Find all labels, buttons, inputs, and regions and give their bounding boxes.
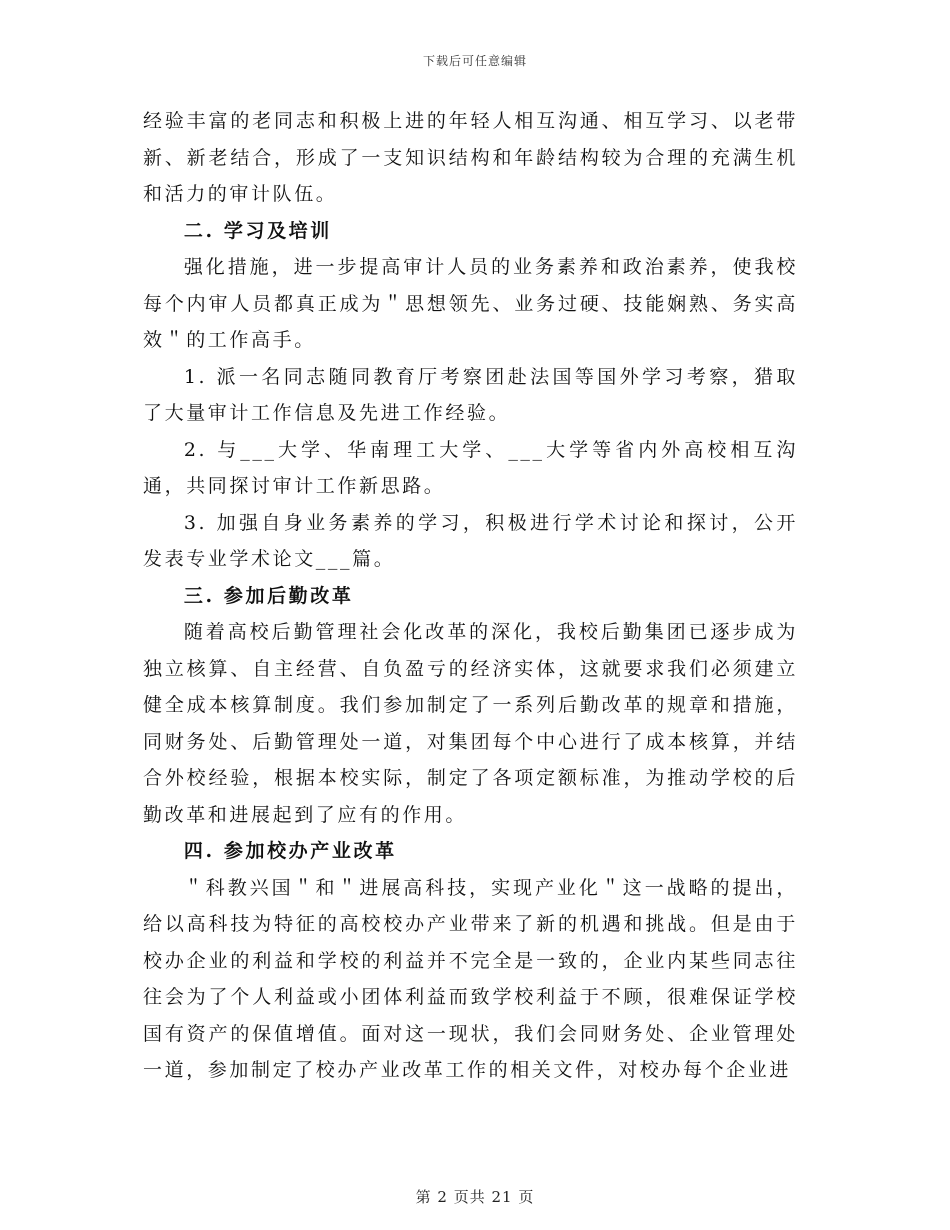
section-heading-logistics-reform: 三. 参加后勤改革 [183, 584, 354, 607]
paragraph-audit-team: 经验丰富的老同志和积极上进的年轻人相互沟通、相互学习、以老带新、新老结合，形成了一支知识结构和年龄结构较为合理的充满生机和活力的审计队伍。 [143, 110, 798, 205]
section-heading-industry-reform: 四. 参加校办产业改革 [183, 840, 397, 862]
document-body [143, 103, 798, 1089]
paragraph-training-item-2: 2. 与___大学、华南理工大学、___大学等省内外高校相互沟通，共同探讨审计工作新思路。 [143, 438, 798, 497]
paragraph-logistics-reform: 随着高校后勤管理社会化改革的深化，我校后勤集团已逐步成为独立核算、自主经营、自负盈亏的经济实体，这就要求我们必须建立健全成本核算制度。我们参加制定了一系列后勤改革的规章和措施，同财务处、后勤管理处一道，对集团每个中心进行了成本核算，并结合外校经验，根据本校实际，制定了各项定额标准，为推动学校的后勤改革和进展起到了应有的作用。 [143, 621, 798, 826]
paragraph-industry-reform: ＂科教兴国＂和＂进展高科技，实现产业化＂这一战略的提出，给以高科技为特征的高校校办产业带来了新的机遇和挑战。但是由于校办企业的利益和学校的利益并不完全是一致的，企业内某些同志往往会为了个人利益或小团体利益而致学校利益于不顾，很难保证学校国有资产的保值增值。面对这一现状，我们会同财务处、企业管理处一道，参加制定了校办产业改革工作的相关文件，对校办每个企业进 [143, 876, 798, 1081]
page-number-footer: 第 2 页共 21 页 [415, 1188, 535, 1206]
paragraph-training-item-1: 1. 派一名同志随同教育厅考察团赴法国等国外学习考察，猎取了大量审计工作信息及先进工作经验。 [143, 365, 798, 424]
section-heading-training: 二. 学习及培训 [183, 219, 332, 242]
paragraph-training-intro: 强化措施，进一步提高审计人员的业务素养和政治素养，使我校每个内审人员都真正成为＂思想领先、业务过硬、技能娴熟、务实高效＂的工作高手。 [143, 256, 798, 351]
paragraph-training-item-3: 3. 加强自身业务素养的学习，积极进行学术讨论和探讨，公开发表专业学术论文___篇。 [143, 511, 798, 570]
page-header-note: 下载后可任意编辑 [422, 54, 527, 68]
